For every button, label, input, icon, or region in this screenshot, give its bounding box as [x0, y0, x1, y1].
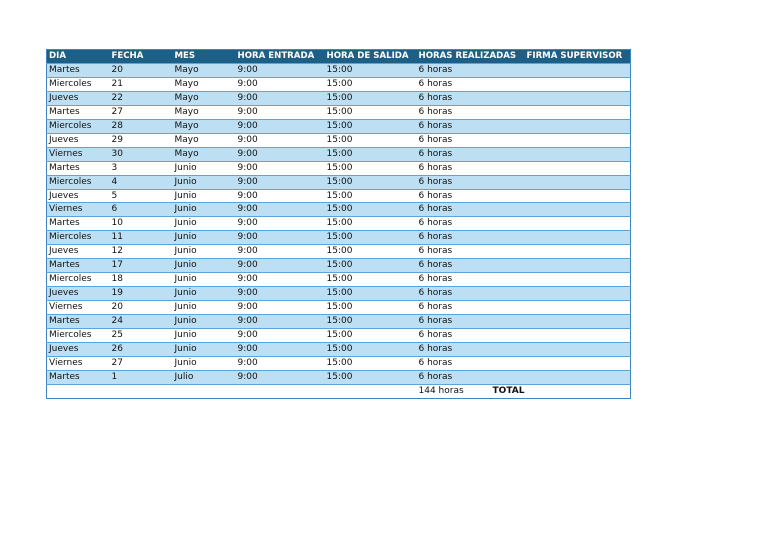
table-header [47, 50, 631, 64]
header-hora-entrada: HORA ENTRADA [236, 50, 325, 64]
cell-hora-salida: 15:00 [325, 343, 417, 357]
cell-horas-realizadas: 6 horas [417, 63, 525, 77]
cell-dia: Miercoles [47, 175, 110, 189]
cell-horas-realizadas: 6 horas [417, 273, 525, 287]
table-row [47, 147, 631, 161]
table-row [47, 231, 631, 245]
cell-hora-entrada: 9:00 [236, 217, 325, 231]
cell-hora-salida: 15:00 [325, 259, 417, 273]
cell-dia: Miercoles [47, 329, 110, 343]
total-empty-cell [47, 384, 110, 398]
cell-hora-entrada: 9:00 [236, 119, 325, 133]
cell-fecha: 29 [110, 133, 173, 147]
cell-firma-supervisor [525, 329, 631, 343]
cell-hora-salida: 15:00 [325, 189, 417, 203]
cell-firma-supervisor [525, 189, 631, 203]
cell-mes: Junio [173, 175, 236, 189]
cell-mes: Junio [173, 161, 236, 175]
table-row [47, 175, 631, 189]
cell-horas-realizadas: 6 horas [417, 175, 525, 189]
cell-mes: Mayo [173, 133, 236, 147]
cell-firma-supervisor [525, 161, 631, 175]
table-row [47, 273, 631, 287]
cell-hora-entrada: 9:00 [236, 273, 325, 287]
cell-firma-supervisor [525, 77, 631, 91]
cell-firma-supervisor [525, 203, 631, 217]
cell-fecha: 17 [110, 259, 173, 273]
cell-fecha: 21 [110, 77, 173, 91]
cell-fecha: 28 [110, 119, 173, 133]
cell-hora-salida: 15:00 [325, 356, 417, 370]
cell-hora-entrada: 9:00 [236, 231, 325, 245]
cell-dia: Martes [47, 161, 110, 175]
cell-fecha: 27 [110, 105, 173, 119]
cell-fecha: 3 [110, 161, 173, 175]
table-row [47, 287, 631, 301]
cell-hora-entrada: 9:00 [236, 105, 325, 119]
cell-firma-supervisor [525, 273, 631, 287]
cell-dia: Jueves [47, 343, 110, 357]
cell-dia: Martes [47, 63, 110, 77]
cell-mes: Mayo [173, 119, 236, 133]
cell-mes: Junio [173, 301, 236, 315]
table-row [47, 63, 631, 77]
cell-hora-entrada: 9:00 [236, 175, 325, 189]
table-row [47, 133, 631, 147]
table-row [47, 329, 631, 343]
cell-firma-supervisor [525, 259, 631, 273]
cell-hora-salida: 15:00 [325, 147, 417, 161]
table-row [47, 161, 631, 175]
cell-mes: Junio [173, 203, 236, 217]
cell-hora-entrada: 9:00 [236, 315, 325, 329]
cell-horas-realizadas: 6 horas [417, 301, 525, 315]
cell-fecha: 6 [110, 203, 173, 217]
cell-horas-realizadas: 6 horas [417, 259, 525, 273]
cell-fecha: 27 [110, 356, 173, 370]
cell-dia: Jueves [47, 91, 110, 105]
header-hora-salida: HORA DE SALIDA [325, 50, 417, 64]
cell-firma-supervisor [525, 231, 631, 245]
cell-mes: Mayo [173, 105, 236, 119]
cell-mes: Junio [173, 217, 236, 231]
cell-hora-salida: 15:00 [325, 315, 417, 329]
cell-hora-entrada: 9:00 [236, 343, 325, 357]
cell-dia: Martes [47, 370, 110, 384]
cell-fecha: 11 [110, 231, 173, 245]
table-footer [47, 384, 631, 398]
cell-hora-salida: 15:00 [325, 301, 417, 315]
cell-dia: Martes [47, 259, 110, 273]
cell-horas-realizadas: 6 horas [417, 203, 525, 217]
cell-firma-supervisor [525, 133, 631, 147]
header-horas-realizadas: HORAS REALIZADAS [417, 50, 525, 64]
cell-hora-entrada: 9:00 [236, 91, 325, 105]
cell-hora-entrada: 9:00 [236, 77, 325, 91]
total-empty-cell [236, 384, 325, 398]
cell-fecha: 19 [110, 287, 173, 301]
cell-firma-supervisor [525, 301, 631, 315]
table-row [47, 91, 631, 105]
cell-dia: Viernes [47, 203, 110, 217]
cell-mes: Junio [173, 245, 236, 259]
cell-firma-supervisor [525, 217, 631, 231]
cell-hora-salida: 15:00 [325, 203, 417, 217]
cell-horas-realizadas: 6 horas [417, 370, 525, 384]
table-row [47, 189, 631, 203]
header-row [47, 50, 631, 64]
cell-hora-salida: 15:00 [325, 217, 417, 231]
cell-firma-supervisor [525, 147, 631, 161]
cell-dia: Miercoles [47, 119, 110, 133]
cell-hora-salida: 15:00 [325, 105, 417, 119]
cell-horas-realizadas: 6 horas [417, 133, 525, 147]
table-row [47, 203, 631, 217]
cell-horas-realizadas: 6 horas [417, 189, 525, 203]
cell-fecha: 12 [110, 245, 173, 259]
table-row [47, 105, 631, 119]
cell-horas-realizadas: 6 horas [417, 161, 525, 175]
cell-fecha: 22 [110, 91, 173, 105]
cell-firma-supervisor [525, 245, 631, 259]
header-firma-supervisor: FIRMA SUPERVISOR [525, 50, 631, 64]
cell-hora-salida: 15:00 [325, 91, 417, 105]
header-dia: DIA [47, 50, 110, 64]
cell-hora-entrada: 9:00 [236, 63, 325, 77]
cell-horas-realizadas: 6 horas [417, 329, 525, 343]
cell-hora-salida: 15:00 [325, 370, 417, 384]
cell-mes: Junio [173, 259, 236, 273]
cell-firma-supervisor [525, 91, 631, 105]
cell-dia: Miercoles [47, 273, 110, 287]
cell-mes: Mayo [173, 77, 236, 91]
cell-fecha: 10 [110, 217, 173, 231]
cell-hora-salida: 15:00 [325, 287, 417, 301]
table-row [47, 370, 631, 384]
cell-hora-salida: 15:00 [325, 119, 417, 133]
cell-hora-salida: 15:00 [325, 231, 417, 245]
cell-mes: Junio [173, 356, 236, 370]
cell-hora-salida: 15:00 [325, 273, 417, 287]
cell-fecha: 25 [110, 329, 173, 343]
cell-dia: Jueves [47, 133, 110, 147]
cell-firma-supervisor [525, 370, 631, 384]
table-row [47, 259, 631, 273]
header-fecha: FECHA [110, 50, 173, 64]
cell-hora-entrada: 9:00 [236, 329, 325, 343]
table-row [47, 217, 631, 231]
cell-fecha: 18 [110, 273, 173, 287]
total-hours-cell [417, 384, 525, 398]
cell-fecha: 1 [110, 370, 173, 384]
cell-hora-entrada: 9:00 [236, 189, 325, 203]
cell-hora-salida: 15:00 [325, 175, 417, 189]
cell-horas-realizadas: 6 horas [417, 105, 525, 119]
table-row [47, 315, 631, 329]
total-row [47, 384, 631, 398]
cell-hora-entrada: 9:00 [236, 147, 325, 161]
cell-mes: Mayo [173, 91, 236, 105]
cell-fecha: 5 [110, 189, 173, 203]
cell-hora-entrada: 9:00 [236, 259, 325, 273]
total-empty-cell [173, 384, 236, 398]
cell-fecha: 20 [110, 301, 173, 315]
cell-dia: Miercoles [47, 77, 110, 91]
cell-firma-supervisor [525, 63, 631, 77]
cell-fecha: 4 [110, 175, 173, 189]
cell-mes: Junio [173, 315, 236, 329]
cell-hora-salida: 15:00 [325, 133, 417, 147]
cell-hora-salida: 15:00 [325, 77, 417, 91]
cell-fecha: 30 [110, 147, 173, 161]
cell-mes: Junio [173, 329, 236, 343]
cell-hora-salida: 15:00 [325, 161, 417, 175]
table-row [47, 119, 631, 133]
cell-horas-realizadas: 6 horas [417, 91, 525, 105]
cell-dia: Martes [47, 105, 110, 119]
attendance-table [46, 49, 631, 399]
cell-firma-supervisor [525, 105, 631, 119]
cell-firma-supervisor [525, 287, 631, 301]
cell-mes: Junio [173, 273, 236, 287]
cell-horas-realizadas: 6 horas [417, 77, 525, 91]
cell-dia: Viernes [47, 301, 110, 315]
cell-mes: Junio [173, 189, 236, 203]
cell-horas-realizadas: 6 horas [417, 287, 525, 301]
cell-hora-entrada: 9:00 [236, 301, 325, 315]
cell-horas-realizadas: 6 horas [417, 315, 525, 329]
cell-horas-realizadas: 6 horas [417, 343, 525, 357]
cell-horas-realizadas: 6 horas [417, 356, 525, 370]
cell-mes: Junio [173, 287, 236, 301]
cell-horas-realizadas: 6 horas [417, 231, 525, 245]
cell-firma-supervisor [525, 119, 631, 133]
cell-firma-supervisor [525, 356, 631, 370]
cell-dia: Miercoles [47, 231, 110, 245]
cell-hora-entrada: 9:00 [236, 133, 325, 147]
table-row [47, 77, 631, 91]
cell-hora-entrada: 9:00 [236, 245, 325, 259]
total-label: TOTAL [492, 385, 525, 396]
cell-dia: Jueves [47, 287, 110, 301]
cell-hora-salida: 15:00 [325, 329, 417, 343]
cell-dia: Viernes [47, 356, 110, 370]
cell-dia: Martes [47, 217, 110, 231]
total-hours-value: 144 horas [418, 385, 464, 396]
cell-dia: Viernes [47, 147, 110, 161]
table-row [47, 343, 631, 357]
cell-firma-supervisor [525, 343, 631, 357]
cell-fecha: 20 [110, 63, 173, 77]
cell-horas-realizadas: 6 horas [417, 119, 525, 133]
table-row [47, 356, 631, 370]
cell-dia: Jueves [47, 189, 110, 203]
cell-dia: Martes [47, 315, 110, 329]
header-mes: MES [173, 50, 236, 64]
cell-hora-entrada: 9:00 [236, 287, 325, 301]
cell-mes: Junio [173, 343, 236, 357]
cell-hora-entrada: 9:00 [236, 161, 325, 175]
cell-horas-realizadas: 6 horas [417, 147, 525, 161]
cell-mes: Julio [173, 370, 236, 384]
table-row [47, 301, 631, 315]
cell-hora-entrada: 9:00 [236, 203, 325, 217]
cell-hora-entrada: 9:00 [236, 370, 325, 384]
cell-fecha: 24 [110, 315, 173, 329]
total-empty-cell [325, 384, 417, 398]
cell-hora-salida: 15:00 [325, 245, 417, 259]
cell-mes: Mayo [173, 147, 236, 161]
cell-mes: Junio [173, 231, 236, 245]
cell-firma-supervisor [525, 315, 631, 329]
table-row [47, 245, 631, 259]
cell-hora-salida: 15:00 [325, 63, 417, 77]
table-body [47, 63, 631, 384]
cell-firma-supervisor [525, 175, 631, 189]
cell-mes: Mayo [173, 63, 236, 77]
total-empty-cell [525, 384, 631, 398]
cell-dia: Jueves [47, 245, 110, 259]
total-empty-cell [110, 384, 173, 398]
cell-fecha: 26 [110, 343, 173, 357]
cell-horas-realizadas: 6 horas [417, 217, 525, 231]
cell-hora-entrada: 9:00 [236, 356, 325, 370]
cell-horas-realizadas: 6 horas [417, 245, 525, 259]
